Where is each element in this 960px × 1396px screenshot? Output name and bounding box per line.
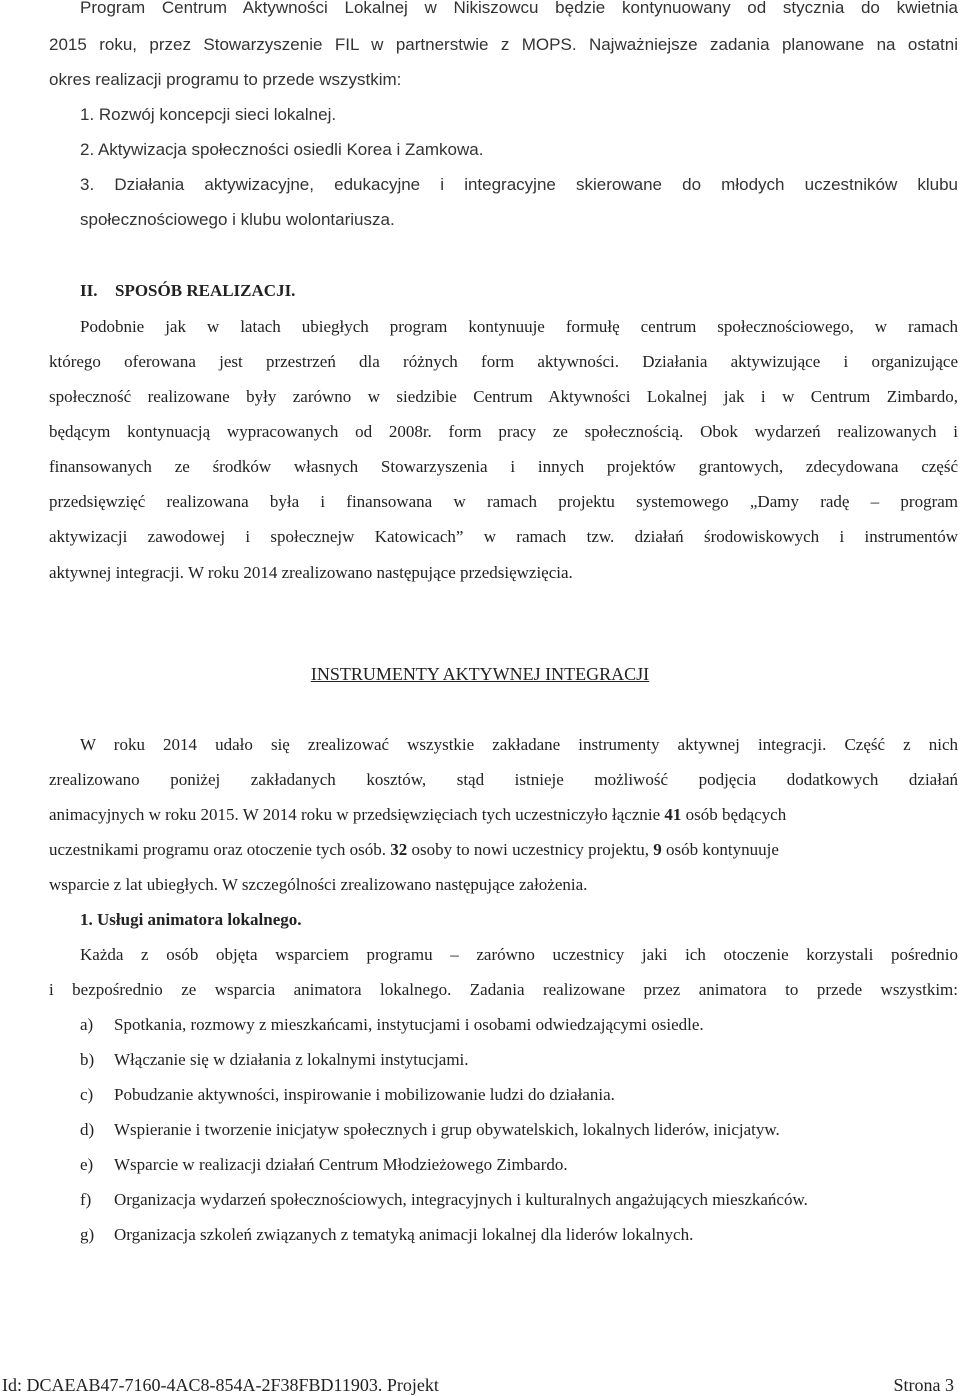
list-marker-e: e)	[80, 1155, 94, 1174]
list-item-b: Włączanie się w działania z lokalnymi instytucjami.	[114, 1050, 469, 1069]
page-number: Strona 3	[893, 1375, 954, 1395]
section-heading: INSTRUMENTY AKTYWNEJ INTEGRACJI	[310, 664, 650, 684]
section3-line-3	[49, 804, 958, 826]
continuing-participants-count: 9	[653, 840, 662, 859]
section2-line-8: aktywnej integracji. W roku 2014 zrealizowano następujące przedsięwzięcia.	[49, 563, 573, 582]
section3-p2-line-2: i bezpośrednio ze wsparcia animatora lokalnego. Zadania realizowane przez animatora to przede wszystkim:	[49, 980, 958, 999]
intro-line-1: Program Centrum Aktywności Lokalnej w Nikiszowcu będzie kontynuowany od stycznia do kwietnia	[80, 0, 958, 17]
section2-line-5: finansowanych ze środków własnych Stowarzyszenia i innych projektów grantowych, zdecydowana część	[49, 457, 958, 476]
list-item-e: Wsparcie w realizacji działań Centrum Młodzieżowego Zimbardo.	[114, 1155, 568, 1174]
sub-heading: 1. Usługi animatora lokalnego.	[80, 910, 302, 929]
section2-line-4: będącym kontynuacją wypracowanych od 2008r. form pracy ze społecznością. Obok wydarzeń realizowanych i	[49, 422, 958, 441]
intro-item-1: 1. Rozwój koncepcji sieci lokalnej.	[80, 105, 337, 124]
section2-line-7: aktywizacji zawodowej i społecznejw Katowicach” w ramach tzw. działań środowiskowych i instrumentów	[49, 527, 958, 546]
new-participants-count: 32	[390, 840, 408, 859]
section-title: SPOSÓB REALIZACJI.	[115, 281, 296, 300]
participants-total: 41	[664, 805, 682, 824]
section3-line-4-b: osoby to nowi uczestnicy projektu,	[407, 840, 654, 859]
intro-item-2: 2. Aktywizacja społeczności osiedli Korea i Zamkowa.	[80, 140, 484, 159]
section2-line-3: społeczność realizowane były zarówno w siedzibie Centrum Aktywności Lokalnej jak i w Centrum Zimbardo,	[49, 387, 958, 406]
section2-line-1: Podobnie jak w latach ubiegłych program kontynuuje formułę centrum społecznościowego, w ramach	[80, 317, 958, 336]
list-item-a: Spotkania, rozmowy z mieszkańcami, instytucjami i osobami odwiedzającymi osiedle.	[114, 1015, 704, 1034]
list-item-g: Organizacja szkoleń związanych z tematyką animacji lokalnej dla liderów lokalnych.	[114, 1225, 694, 1244]
section3-line-4-c: osób kontynuuje	[661, 840, 779, 859]
intro-item-3: 3. Działania aktywizacyjne, edukacyjne i integracyjne skierowane do młodych uczestników klubu	[80, 175, 958, 194]
section3-line-1: W roku 2014 udało się zrealizować wszystkie zakładane instrumenty aktywnej integracji. Część z nich	[80, 735, 958, 754]
intro-item-3-cont: społecznościowego i klubu wolontariusza.	[80, 210, 395, 229]
section3-line-4-a: uczestnikami programu oraz otoczenie tych osób.	[49, 840, 391, 859]
intro-line-2: 2015 roku, przez Stowarzyszenie FIL w partnerstwie z MOPS. Najważniejsze zadania planowane na ostatni	[49, 35, 958, 54]
section2-line-2: którego oferowana jest przestrzeń dla różnych form aktywności. Działania aktywizujące i organizujące	[49, 352, 958, 371]
list-marker-g: g)	[80, 1225, 95, 1244]
list-item-d: Wspieranie i tworzenie inicjatyw społecznych i grup obywatelskich, lokalnych liderów, inicjatyw.	[114, 1120, 780, 1139]
section-number: II.	[80, 281, 98, 300]
section2-line-6: przedsięwzięć realizowana była i finansowana w ramach projektu systemowego „Damy radę – program	[49, 492, 958, 511]
section3-line-4	[49, 839, 958, 861]
section3-line-5: wsparcie z lat ubiegłych. W szczególności zrealizowano następujące założenia.	[49, 875, 588, 894]
section3-line-3-end: osób będących	[681, 805, 787, 824]
intro-line-3: okres realizacji programu to przede wszystkim:	[49, 70, 402, 89]
section3-line-2: zrealizowano poniżej zakładanych kosztów, stąd istnieje możliwość podjęcia dodatkowych działań	[49, 770, 958, 789]
document-id: Id: DCAEAB47-7160-4AC8-854A-2F38FBD11903. Projekt	[2, 1375, 439, 1395]
section3-line-3-text: animacyjnych w roku 2015. W 2014 roku w przedsięwzięciach tych uczestniczyło łącznie	[49, 805, 665, 824]
list-marker-c: c)	[80, 1085, 94, 1104]
list-item-c: Pobudzanie aktywności, inspirowanie i mobilizowanie ludzi do działania.	[114, 1085, 615, 1104]
list-marker-a: a)	[80, 1015, 94, 1034]
list-item-f: Organizacja wydarzeń społecznościowych, integracyjnych i kulturalnych angażujących mieszkańców.	[114, 1190, 808, 1209]
section3-p2-line-1: Każda z osób objęta wsparciem programu – zarówno uczestnicy jaki ich otoczenie korzystali pośrednio	[80, 945, 958, 964]
list-marker-b: b)	[80, 1050, 95, 1069]
list-marker-f: f)	[80, 1190, 92, 1209]
list-marker-d: d)	[80, 1120, 95, 1139]
